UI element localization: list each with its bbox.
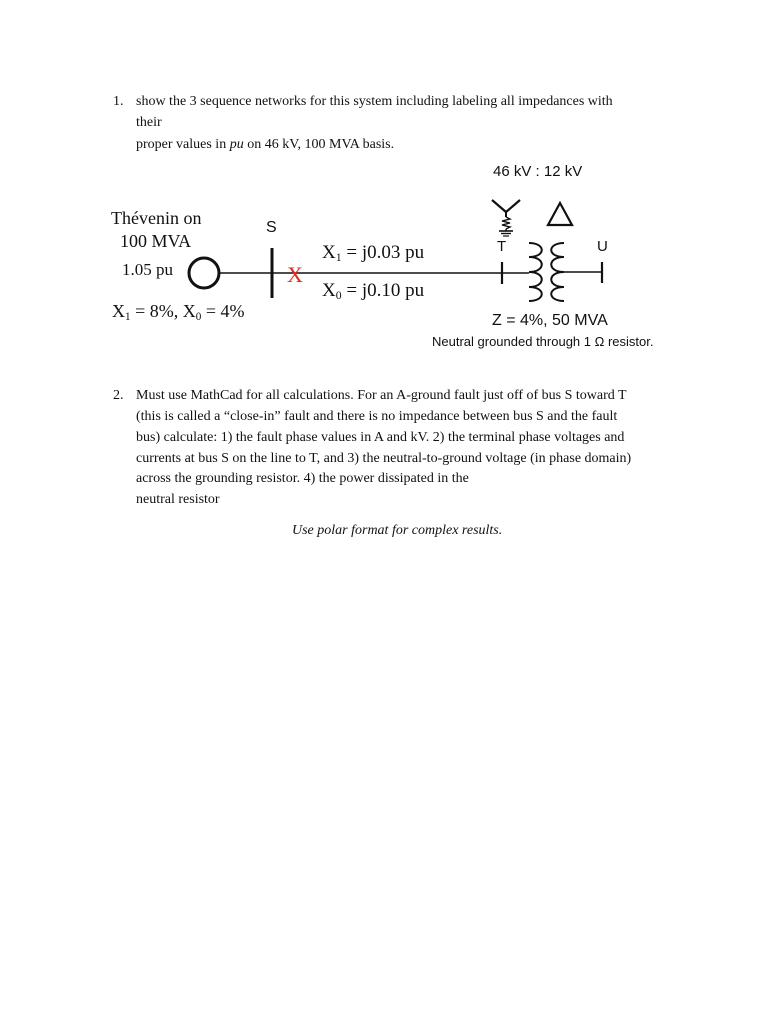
delta-symbol <box>548 203 572 225</box>
question-2-line-2: (this is called a “close-in” fault and there is no impedance between bus S and the fault <box>136 409 618 424</box>
thevenin-label-line-1: Thévenin on <box>111 208 202 228</box>
bus-s-label: S <box>266 219 277 236</box>
question-1-number: 1. <box>113 94 124 109</box>
question-2-number: 2. <box>113 388 124 403</box>
question-2-line-5: across the grounding resistor. 4) the power dissipated in the <box>136 471 469 486</box>
question-1-line-2: their <box>136 115 162 130</box>
thevenin-label-line-2: 100 MVA <box>120 231 192 251</box>
question-1-line-3-suffix: on 46 kV, 100 MVA basis. <box>243 137 395 152</box>
neutral-grounding-note: Neutral grounded through 1 Ω resistor. <box>432 334 654 349</box>
bus-t-label: T <box>497 238 507 255</box>
wye-grounded-symbol <box>492 200 520 236</box>
transformer-impedance-label: Z = 4%, 50 MVA <box>492 312 608 329</box>
line-positive-sequence-label: $X_1 = j0.03$ pu <box>322 242 425 264</box>
question-2-line-6: neutral resistor <box>136 492 220 507</box>
pu-italic: pu <box>229 137 244 152</box>
source-voltage-label: 1.05 pu <box>122 260 173 279</box>
one-line-diagram <box>0 0 768 360</box>
line-zero-sequence-label: $X_0 = j0.10$ pu <box>322 280 425 302</box>
transformer-secondary-coil <box>551 243 564 301</box>
generator-source-circle <box>189 258 219 288</box>
question-1-line-3-prefix: proper values in <box>136 137 230 152</box>
transformer-voltage-rating: 46 kV : 12 kV <box>493 163 583 180</box>
transformer-primary-coil <box>529 243 542 301</box>
fault-location-mark: X <box>287 262 303 287</box>
polar-format-note: Use polar format for complex results. <box>292 523 503 538</box>
source-reactance-label: $X_1 = 8\%$, $X_0 = 4\%$ <box>112 301 245 323</box>
bus-u-label: U <box>597 238 608 255</box>
question-2-line-4: currents at bus S on the line to T, and 3) the neutral-to-ground voltage (in phase domain) <box>136 451 632 466</box>
question-1-line-1: show the 3 sequence networks for this system including labeling all impedances with <box>136 94 613 109</box>
question-2-line-3: bus) calculate: 1) the fault phase values in A and kV. 2) the terminal phase voltages and <box>136 430 625 445</box>
question-2-line-1: Must use MathCad for all calculations. For an A-ground fault just off of bus S toward T <box>136 388 627 403</box>
